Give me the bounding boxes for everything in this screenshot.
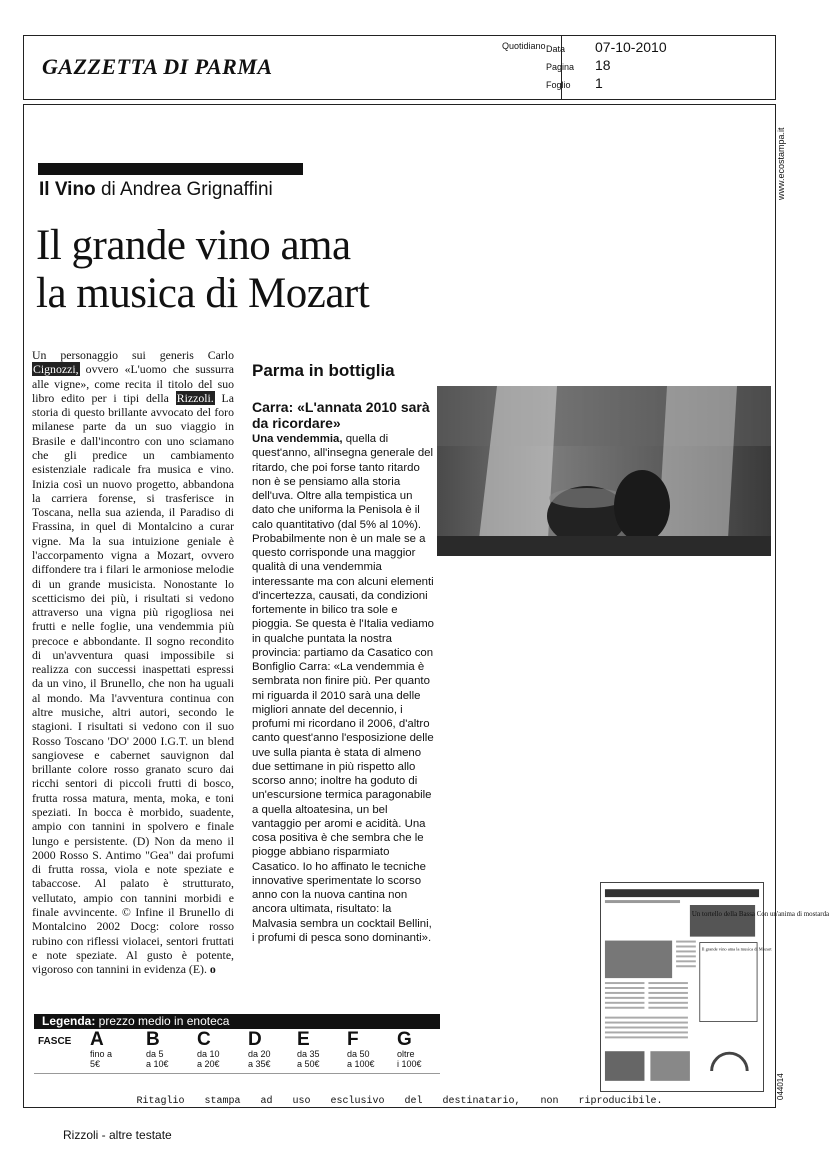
publication-type: Quotidiano [502,41,546,51]
article-body [32,348,234,976]
side-url: www.ecostampa.it [776,127,786,200]
meta-date [546,39,667,55]
tier-letter: C [197,1029,211,1050]
tier-range: a 50€ [297,1059,320,1069]
legend-title: Legenda: [42,1014,96,1028]
tier-range: da 35 [297,1049,320,1059]
meta-value: 18 [595,57,611,73]
rubric-bold: Il Vino [39,179,96,200]
tier-range: da 5 [146,1049,164,1059]
highlight-publisher: Rizzoli. [176,390,214,405]
lead-in: Una vendemmia, [252,433,343,445]
sub-title: Carra: «L'annata 2010 sarà da ricordare» [252,399,430,431]
sidebar-body [252,432,437,945]
wine-glasses-photo [437,386,771,556]
rubric-author: di Andrea Grignaffini [95,179,273,200]
legend-subtitle: prezzo medio in enoteca [95,1014,230,1028]
section-title: Parma in bottiglia [252,361,395,380]
tier-range: a 20€ [197,1059,220,1069]
tier-range: fino a [90,1049,113,1059]
headline [36,222,456,318]
tier-range: oltre [397,1049,415,1059]
price-tier [197,1030,247,1069]
tier-range: da 50 [347,1049,370,1059]
tier-letter: A [90,1029,104,1050]
price-tier [248,1030,298,1069]
sidebar-text: quella di quest'anno, all'insegna generale del ritardo, che poi forse tanto ritardo non è se pensiamo alla storia dell'uva. Oltre alla tempistica un dato che uniforma la Penisola è il calo quantitativo (dal 5% al 10%). Probabilmente non è un male se a questo corrisponde una maggior qualità di una vendemmia interessante ma con alcuni elementi d'incertezza, causati, da condizioni fortemente in bilico tra sole e pioggia. Se questa è l'Italia vediamo in qualche puntata la nostra provincia: partiamo da Casatico con Bonfiglio Carra: «La vendemmia è sembrata non finire più. Per quanto mi riguarda il 2010 sarà una delle migliori annate del decennio, i profumi mi ricordano il 2006, d'altro canto quest'anno l'esposizione delle uve sulla pianta è stata di almeno due settimane in più rispetto allo scorso anno; inoltre ha goduto di un'escursione termica paragonabile a quella altoatesina, un bel vantaggio per aromi e acidità. Una cosa positiva è che sembra che le piogge abbiano risparmiato Casatico. Io ho affinato le tecniche innovative sperimentate lo scorso anno con la nuova cantina non ancora ultimata, risultato: la Malvasia sembra un cocktail Bellini, i profumi di pesca sono dominanti». [252,433,435,944]
price-legend [34,1030,440,1074]
headline-line: la musica di Mozart [36,270,370,317]
reproduction-notice: Ritaglio stampa ad uso esclusivo del destinatario, non riproducibile. [136,1096,663,1107]
tier-range: 5€ [90,1059,101,1069]
price-tier [90,1030,140,1069]
price-tier [397,1030,447,1069]
body-text: ovvero «L'uomo che sussurra alle vigne», come recita il titolo del suo libro edito per i tipi della [32,362,234,405]
fasce-label: FASCE [38,1036,72,1047]
tier-range: da 20 [248,1049,271,1059]
meta-label: Pagina [546,62,575,72]
thumb-teaser: Il grande vino ama la musica di Mozart [701,946,772,952]
end-mark: o [209,962,216,977]
highlight-name: Cignozzi, [33,362,79,377]
thumb-headline: Un tortello della Bassa Con un'anima di mostarda [691,910,830,918]
meta-value: 1 [595,75,603,91]
tier-range: a 35€ [248,1059,271,1069]
meta-page [546,57,611,73]
legend-bar [34,1014,440,1029]
tier-range: i 100€ [397,1059,422,1069]
body-text: Un personaggio sui generis Carlo [32,348,234,362]
tier-letter: E [297,1029,310,1050]
price-tier [146,1030,196,1069]
tier-letter: B [146,1029,160,1050]
tier-range: a 10€ [146,1059,169,1069]
tier-range: a 100€ [347,1059,375,1069]
side-code: 044014 [776,1073,785,1100]
tier-letter: G [397,1029,412,1050]
price-tier [347,1030,397,1069]
tier-range: da 10 [197,1049,220,1059]
tier-letter: D [248,1029,262,1050]
body-text: La storia di questo brillante avvocato del foro milanese parte da un suo viaggio in Brasile e dall'incontro con uno sciamano che gli predice un cambiamento esistenziale radicale fra musica e vino. Inizia così un nuovo progetto, abbandona la carriera forense, si trasferisce in Toscana, nella sua azienda, il Paradiso di Frassina, in quel di Montalcino a curar vigne. Ma la sua intuizione geniale è l'accorpamento vigna a Mozart, ovvero diffondere tra i filari le armoniose melodie di un grande musicista. Nonostante lo scetticismo dei più, i risultati si vedono attraverso una vigna più rigogliosa nei frutti e nelle foglie, una vendemmia più precoce e abbondante. Il sogno recondito di un'avventura quasi impossibile si realizza con successi inaspettati espressi da un vino, il Brunello, che non ha uguali al mondo. Ma l'avventura continua con altre musiche, altri autori, secondo le stagioni. I risultati si vedono con il suo Rosso Toscano 'DO' 2000 I.G.T. un blend sangiovese e cabernet sauvignon dal brillante colore rosso granato scuro dai ricchi sentori di piccoli frutti di bosco, frutta rossa matura, menta, moka, e toni speziati. In bocca è morbido, suadente, ampio con tannini in spolvero e finale lungo e persistente. (D) Non da meno il 2000 Rosso S. Antimo "Gea" dai profumi di frutta rossa, viola e note speziate e tabaccose. Al palato è strutturato, vellutato, ampio con tannini morbidi e finale avvincente. © Infine il Brunello di Montalcino 2002 Docg: colore rosso rubino con riflessi violacei, sentori fruttati e note speziate. Al gusto è potente, vigoroso con tannini in evidenza (E). [32,390,234,977]
rubric [39,179,273,201]
price-tier [297,1030,347,1069]
meta-label: Foglio [546,80,571,90]
masthead: GAZZETTA DI PARMA [42,54,273,79]
meta-sheet [546,75,603,91]
headline-line: Il grande vino ama [36,222,351,269]
rubric-bar [38,163,303,175]
meta-label: Data [546,44,566,54]
footer-source: Rizzoli - altre testate [63,1128,172,1142]
tier-letter: F [347,1029,359,1050]
meta-value: 07-10-2010 [595,39,667,55]
